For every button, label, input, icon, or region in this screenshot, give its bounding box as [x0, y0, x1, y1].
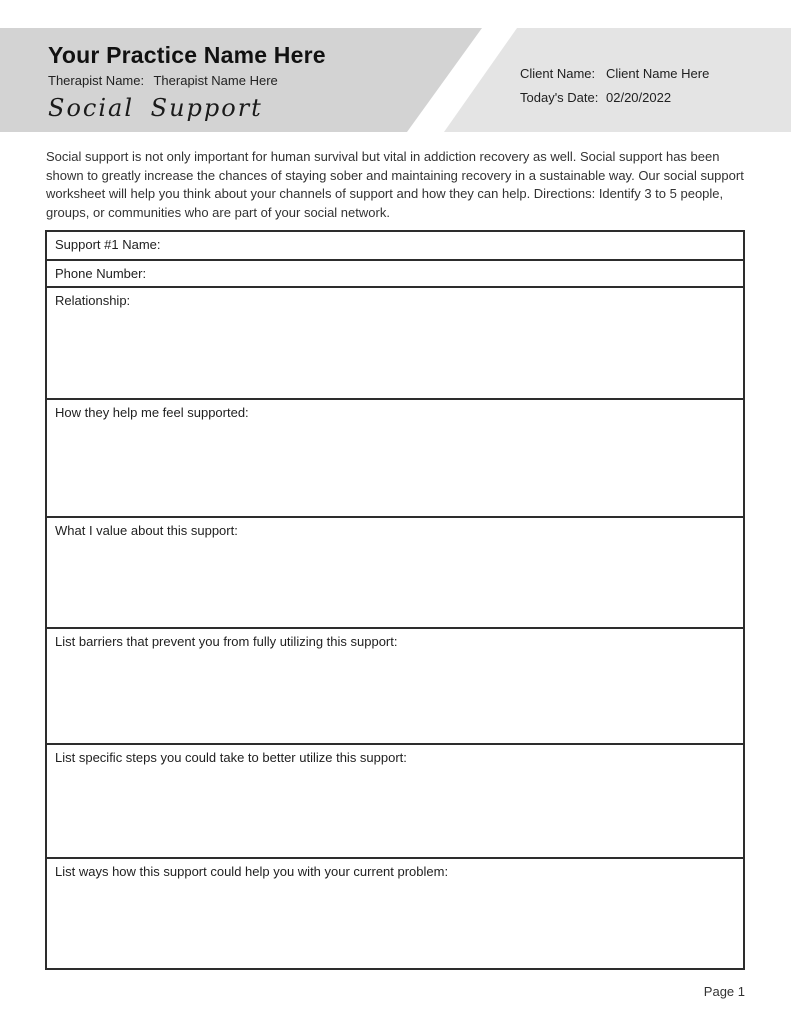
date-label: Today's Date:: [520, 90, 599, 105]
client-name-value: Client Name Here: [606, 66, 710, 81]
field-how-they-help[interactable]: [47, 398, 743, 516]
field-current-problem[interactable]: [47, 857, 743, 968]
field-phone-number[interactable]: [47, 259, 743, 286]
field-support-name[interactable]: [47, 232, 743, 259]
field-phone-number-label: Phone Number:: [55, 266, 147, 281]
support-form-table: [45, 230, 745, 970]
header: [0, 28, 791, 132]
field-what-i-value[interactable]: [47, 516, 743, 627]
therapist-line: [48, 73, 326, 89]
worksheet-title: Social Support: [48, 94, 263, 122]
header-practice-block: [48, 41, 326, 121]
field-barriers[interactable]: [47, 627, 743, 743]
header-client-block: [520, 66, 709, 114]
therapist-name-label: Therapist Name:: [48, 73, 145, 88]
field-relationship-label: Relationship:: [55, 293, 131, 308]
field-relationship[interactable]: [47, 286, 743, 398]
field-barriers-label: List barriers that prevent you from fully utilizing this support:: [55, 634, 398, 649]
intro-paragraph: Social support is not only important for human survival but vital in addiction recovery as well. Social support has been shown to greatly increase the chances of staying sober and maintaining recovery in a sustainable way. Our social support worksheet will help you think about your channels of support and how they can help. Directions: Identify 3 to 5 people, groups, or communities who are part of your social network.: [46, 149, 744, 220]
field-what-i-value-label: What I value about this support:: [55, 523, 238, 538]
practice-name: Your Practice Name Here: [48, 42, 326, 68]
page-number: Page 1: [703, 984, 745, 999]
field-support-name-label: Support #1 Name:: [55, 237, 161, 252]
date-line: [520, 90, 709, 105]
therapist-name-value: Therapist Name Here: [153, 73, 278, 88]
date-value: 02/20/2022: [606, 90, 672, 105]
client-name-label: Client Name:: [520, 66, 596, 81]
field-specific-steps[interactable]: [47, 743, 743, 857]
field-specific-steps-label: List specific steps you could take to better utilize this support:: [55, 750, 407, 765]
client-name-line: [520, 66, 709, 81]
field-how-they-help-label: How they help me feel supported:: [55, 405, 249, 420]
field-current-problem-label: List ways how this support could help you with your current problem:: [55, 864, 449, 879]
